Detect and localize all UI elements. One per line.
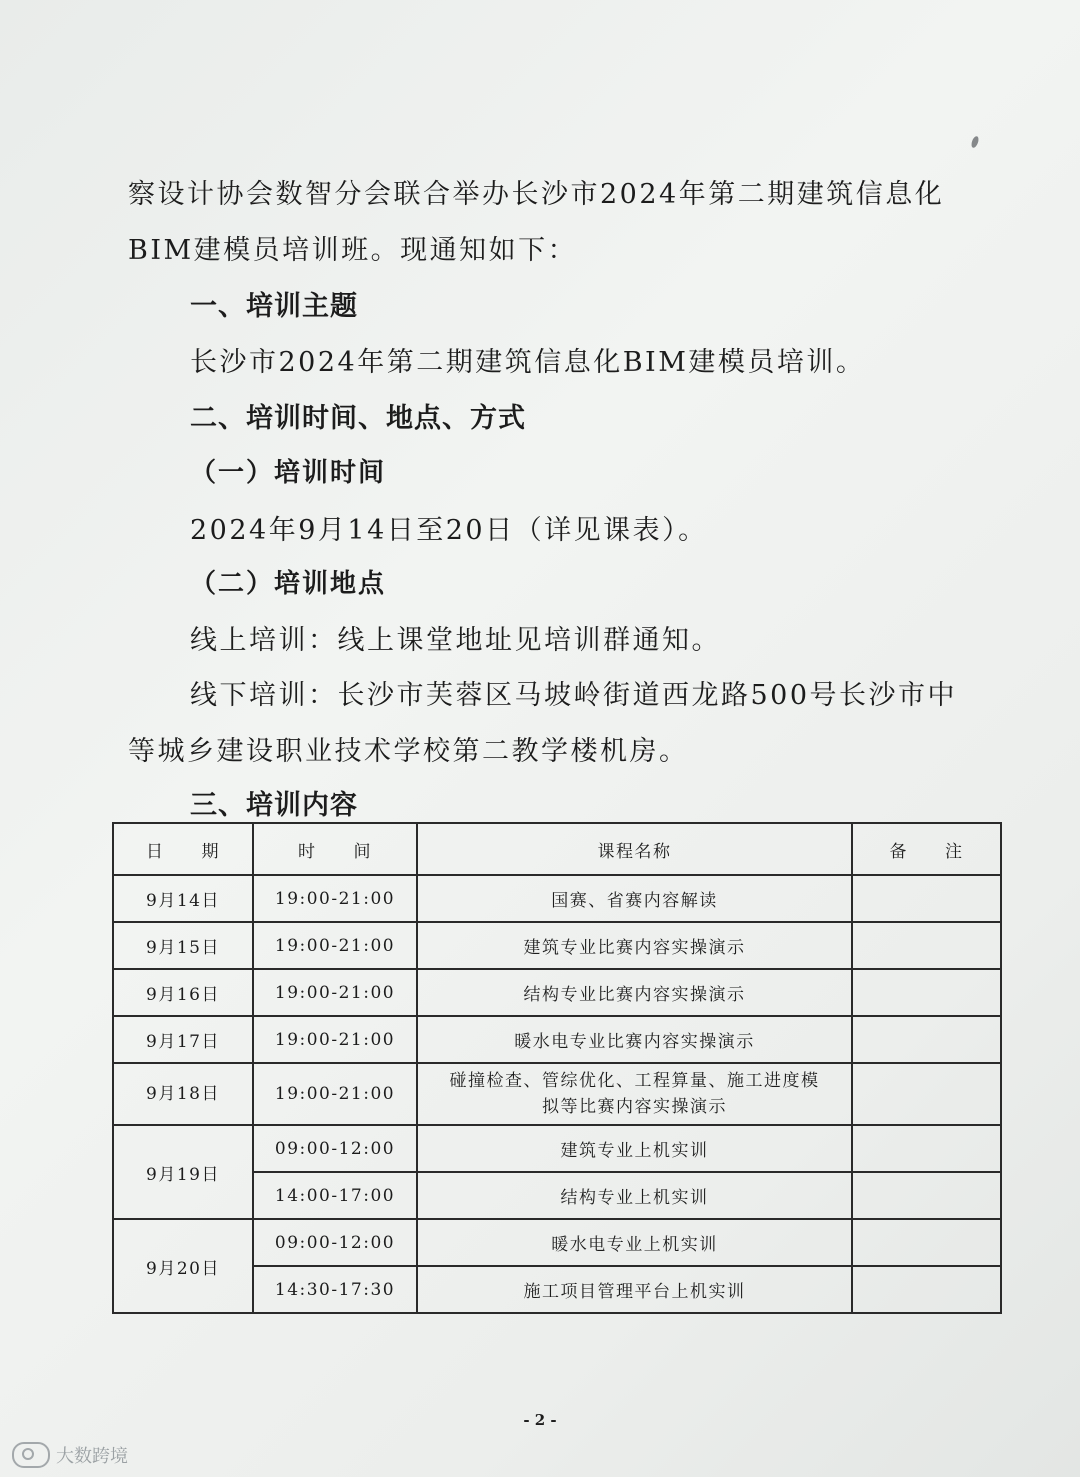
ink-smudge [970, 135, 980, 148]
header-time: 时 间 [253, 823, 417, 875]
cell-course: 结构专业上机实训 [417, 1172, 852, 1219]
cell-time: 14:30-17:30 [253, 1266, 417, 1313]
course-line: 碰撞检查、管综优化、工程算量、施工进度模 [449, 1071, 820, 1091]
cell-note [852, 1063, 1001, 1125]
cell-time: 09:00-12:00 [253, 1125, 417, 1172]
paragraph-continued-end: BIM建模员培训班。现通知如下： [128, 235, 578, 266]
table-row [113, 875, 1001, 922]
online-training-text: 线上培训：线上课堂地址见培训群通知。 [190, 625, 721, 656]
cell-note [852, 1219, 1001, 1266]
table-row [113, 969, 1001, 1016]
cell-note [852, 1016, 1001, 1063]
cell-course: 建筑专业比赛内容实操演示 [417, 922, 852, 969]
subheading-time: （一）培训时间 [190, 458, 387, 488]
table-header-row [113, 823, 1001, 875]
heading-content: 三、培训内容 [190, 790, 358, 821]
paragraph-continued: 察设计协会数智分会联合举办长沙市2024年第二期建筑信息化 [128, 179, 945, 210]
heading-time-place: 二、培训时间、地点、方式 [190, 403, 526, 434]
cell-note [852, 969, 1001, 1016]
cell-date: 9月18日 [113, 1063, 253, 1125]
schedule-table [112, 822, 1002, 1314]
cell-note [852, 1125, 1001, 1172]
subheading-place: （二）培训地点 [190, 569, 387, 599]
cell-date: 9月19日 [113, 1125, 253, 1219]
topic-text: 长沙市2024年第二期建筑信息化BIM建模员培训。 [190, 347, 866, 378]
cell-time: 19:00-21:00 [253, 1063, 417, 1125]
cell-time: 19:00-21:00 [253, 922, 417, 969]
cell-time: 19:00-21:00 [253, 875, 417, 922]
cell-course: 建筑专业上机实训 [417, 1125, 852, 1172]
cell-course: 暖水电专业比赛内容实操演示 [417, 1016, 852, 1063]
watermark-logo-icon [12, 1442, 50, 1468]
table-row [113, 1219, 1001, 1266]
page-number: - 2 - [523, 1411, 557, 1429]
cell-note [852, 1172, 1001, 1219]
cell-date: 9月14日 [113, 875, 253, 922]
cell-course: 暖水电专业上机实训 [417, 1219, 852, 1266]
cell-course [417, 1063, 852, 1125]
offline-training-text: 线下培训：长沙市芙蓉区马坡岭街道西龙路500号长沙市中 [190, 680, 958, 711]
cell-date: 9月20日 [113, 1219, 253, 1313]
cell-course: 施工项目管理平台上机实训 [417, 1266, 852, 1313]
watermark-text: 大数跨境 [56, 1446, 128, 1467]
cell-course: 结构专业比赛内容实操演示 [417, 969, 852, 1016]
table-row [113, 1063, 1001, 1125]
cell-time: 14:00-17:00 [253, 1172, 417, 1219]
cell-time: 19:00-21:00 [253, 969, 417, 1016]
heading-topic: 一、培训主题 [190, 291, 358, 322]
watermark [12, 1442, 128, 1468]
cell-course: 国赛、省赛内容解读 [417, 875, 852, 922]
cell-date: 9月17日 [113, 1016, 253, 1063]
header-date: 日 期 [113, 823, 253, 875]
table-row [113, 1125, 1001, 1172]
header-note: 备 注 [852, 823, 1001, 875]
cell-date: 9月15日 [113, 922, 253, 969]
time-text: 2024年9月14日至20日（详见课表）。 [190, 515, 708, 546]
cell-note [852, 875, 1001, 922]
table-row [113, 922, 1001, 969]
offline-training-text-cont: 等城乡建设职业技术学校第二教学楼机房。 [128, 736, 689, 767]
header-course: 课程名称 [417, 823, 852, 875]
cell-time: 09:00-12:00 [253, 1219, 417, 1266]
cell-date: 9月16日 [113, 969, 253, 1016]
cell-time: 19:00-21:00 [253, 1016, 417, 1063]
course-line: 拟等比赛内容实操演示 [542, 1097, 727, 1117]
cell-note [852, 1266, 1001, 1313]
cell-note [852, 922, 1001, 969]
table-row [113, 1016, 1001, 1063]
